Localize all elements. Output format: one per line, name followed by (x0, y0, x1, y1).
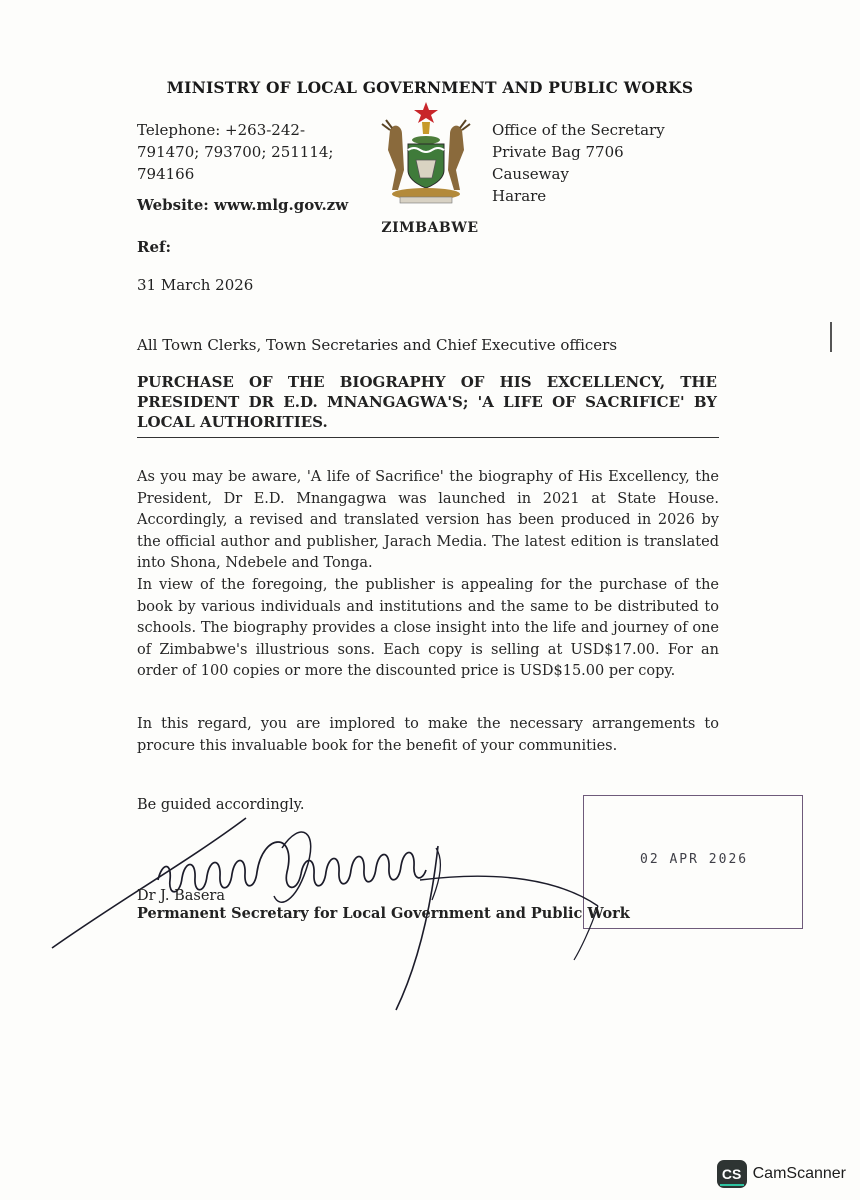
letter-date: 31 March 2026 (137, 276, 254, 294)
ministry-heading: MINISTRY OF LOCAL GOVERNMENT AND PUBLIC WORKS (166, 78, 694, 97)
signer-title: Permanent Secretary for Local Government and Public Work (137, 905, 630, 922)
camscanner-watermark (717, 1160, 846, 1188)
body-paragraph: In view of the foregoing, the publisher is appealing for the purchase of the book by various individuals and institutions and the same to be distributed to schools. The biography provides a close insight into the life and journey of one of Zimbabwe's illustrious sons. Each copy is selling at USD$17.00. For an order of 100 copies or more the discounted price is USD$15.00 per copy. (137, 577, 719, 679)
zimbabwe-coat-of-arms-icon (372, 100, 480, 205)
subject-heading: PURCHASE OF THE BIOGRAPHY OF HIS EXCELLENCY, THE PRESIDENT DR E.D. MNANGAGWA'S; 'A LIFE OF SACRIFICE' BY LOCAL AUTHORITIES. (137, 373, 717, 431)
office-line: Harare (492, 187, 547, 205)
country-name: ZIMBABWE (381, 220, 479, 236)
addressee-line: All Town Clerks, Town Secretaries and Chief Executive officers (137, 336, 618, 354)
body-paragraph: In this regard, you are implored to make the necessary arrangements to procure this invaluable book for the benefit of your communities. (137, 716, 719, 754)
camscanner-label: CamScanner (752, 1165, 846, 1182)
closing-line: Be guided accordingly. (137, 797, 305, 813)
telephone-block: Telephone: +263-242-791470; 793700; 251114; 794166 (137, 121, 334, 183)
office-address (492, 119, 692, 207)
office-line: Causeway (492, 165, 569, 183)
signer-name: Dr J. Basera (137, 888, 225, 904)
office-line: Office of the Secretary (492, 121, 665, 139)
scan-margin-mark (830, 322, 832, 352)
stamp-date: 02 APR 2026 (640, 852, 749, 867)
camscanner-logo-icon: CS (717, 1160, 747, 1188)
body-paragraph: As you may be aware, 'A life of Sacrifice' the biography of His Excellency, the President, Dr E.D. Mnangagwa was launched in 2021 at State House. Accordingly, a revised and translated version has been produced in 2026 by the official author and publisher, Jarach Media. The latest edition is translated into Shona, Ndebele and Tonga. (137, 469, 719, 571)
website-line: Website: www.mlg.gov.zw (137, 196, 349, 214)
office-line: Private Bag 7706 (492, 143, 624, 161)
reference-label: Ref: (137, 238, 171, 256)
subject-underline (137, 437, 719, 438)
